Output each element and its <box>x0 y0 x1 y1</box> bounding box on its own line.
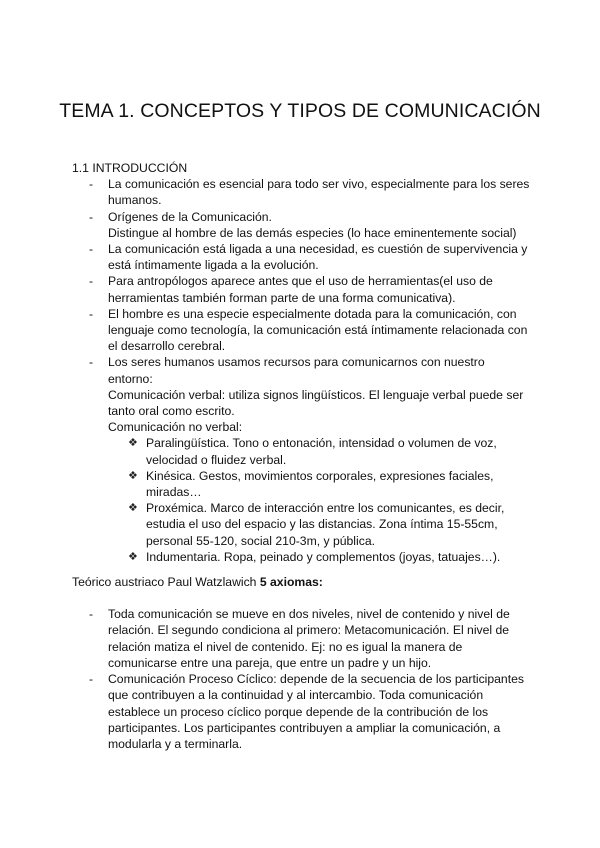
list-item-subtext: Distingue al hombre de las demás especies (lo hace eminentemente social) <box>108 225 517 240</box>
list-item: - Para antropólogos aparece antes que el uso de herramientas(el uso de herramientas también forman parte de una forma comunicativa). <box>72 273 532 305</box>
document-body <box>72 160 532 752</box>
nonverbal-list <box>108 435 532 565</box>
list-item: - Comunicación Proceso Cíclico: depende de la secuencia de los participantes que contribuyen a la continuidad y al intercambio. Toda comunicación establece un proceso cíclico porque depende de la contribución de los participantes. Los participantes contribuyen a ampliar la comunicación, a modularla y a terminarla. <box>72 671 532 752</box>
list-item: - La comunicación es esencial para todo ser vivo, especialmente para los seres humanos. <box>72 176 532 208</box>
list-item: ❖ Paralingüística. Tono o entonación, intensidad o volumen de voz, velocidad o fluidez verbal. <box>128 436 497 467</box>
axioms-list <box>72 606 532 752</box>
list-item: - La comunicación está ligada a una necesidad, es cuestión de supervivencia y está íntimamente ligada a la evolución. <box>72 241 532 273</box>
list-item: - Los seres humanos usamos recursos para comunicarnos con nuestro entorno: Comunicación verbal: utiliza signos lingüísticos. El lenguaje verbal puede ser tanto oral como escrito. Comunicación no verbal: ❖ Paralingüística. Tono o entonación, intensidad o volumen de voz, velocidad o fluidez verbal. ❖ Kinésica. Gestos, movimientos corporales, expresiones faciales, miradas… ❖ Proxémica. Marco de interacción entre los comunicantes, es decir, estudia el uso del espacio y las distancias. Zona íntima 15-55cm, personal 55-120, social 210-3m, y pública. ❖ Indumentaria. Ropa, peinado y complementos (joyas, tatuajes…). <box>72 354 532 565</box>
diamond-bullet-icon: ❖ <box>128 550 138 563</box>
nonverbal-heading: Comunicación no verbal: <box>108 420 243 435</box>
diamond-bullet-icon: ❖ <box>128 437 138 450</box>
list-item: - Orígenes de la Comunicación. Distingue al hombre de las demás especies (lo hace eminentemente social) <box>72 209 532 241</box>
intro-list <box>72 176 532 565</box>
diamond-bullet-icon: ❖ <box>128 502 138 515</box>
list-item: ❖ Kinésica. Gestos, movimientos corporales, expresiones faciales, miradas… <box>128 468 494 500</box>
list-item: - Toda comunicación se mueve en dos niveles, nivel de contenido y nivel de relación. El segundo condiciona al primero: Metacomunicación. El nivel de relación matiza el nivel de contenido. Ej: no es igual la manera de comunicarse entre una pareja, que entre un padre y un hijo. <box>72 606 532 671</box>
diamond-bullet-icon: ❖ <box>128 469 138 482</box>
section-heading: 1.1 INTRODUCCIÓN <box>72 161 188 175</box>
list-item: - El hombre es una especie especialmente dotada para la comunicación, con lenguaje como tecnología, la comunicación está íntimamente relacionada con el desarrollo cerebral. <box>72 306 532 355</box>
axioms-intro: Teórico austriaco Paul Watzlawich 5 axiomas: <box>72 575 323 590</box>
list-item: ❖ Indumentaria. Ropa, peinado y complementos (joyas, tatuajes…). <box>128 549 501 564</box>
verbal-communication: Comunicación verbal: utiliza signos lingüísticos. El lenguaje verbal puede ser tanto oral como escrito. <box>108 387 524 419</box>
page-title: TEMA 1. CONCEPTOS Y TIPOS DE COMUNICACIÓN <box>59 100 541 122</box>
list-item: ❖ Proxémica. Marco de interacción entre los comunicantes, es decir, estudia el uso del espacio y las distancias. Zona íntima 15-55cm, personal 55-120, social 210-3m, y pública. <box>128 501 505 548</box>
